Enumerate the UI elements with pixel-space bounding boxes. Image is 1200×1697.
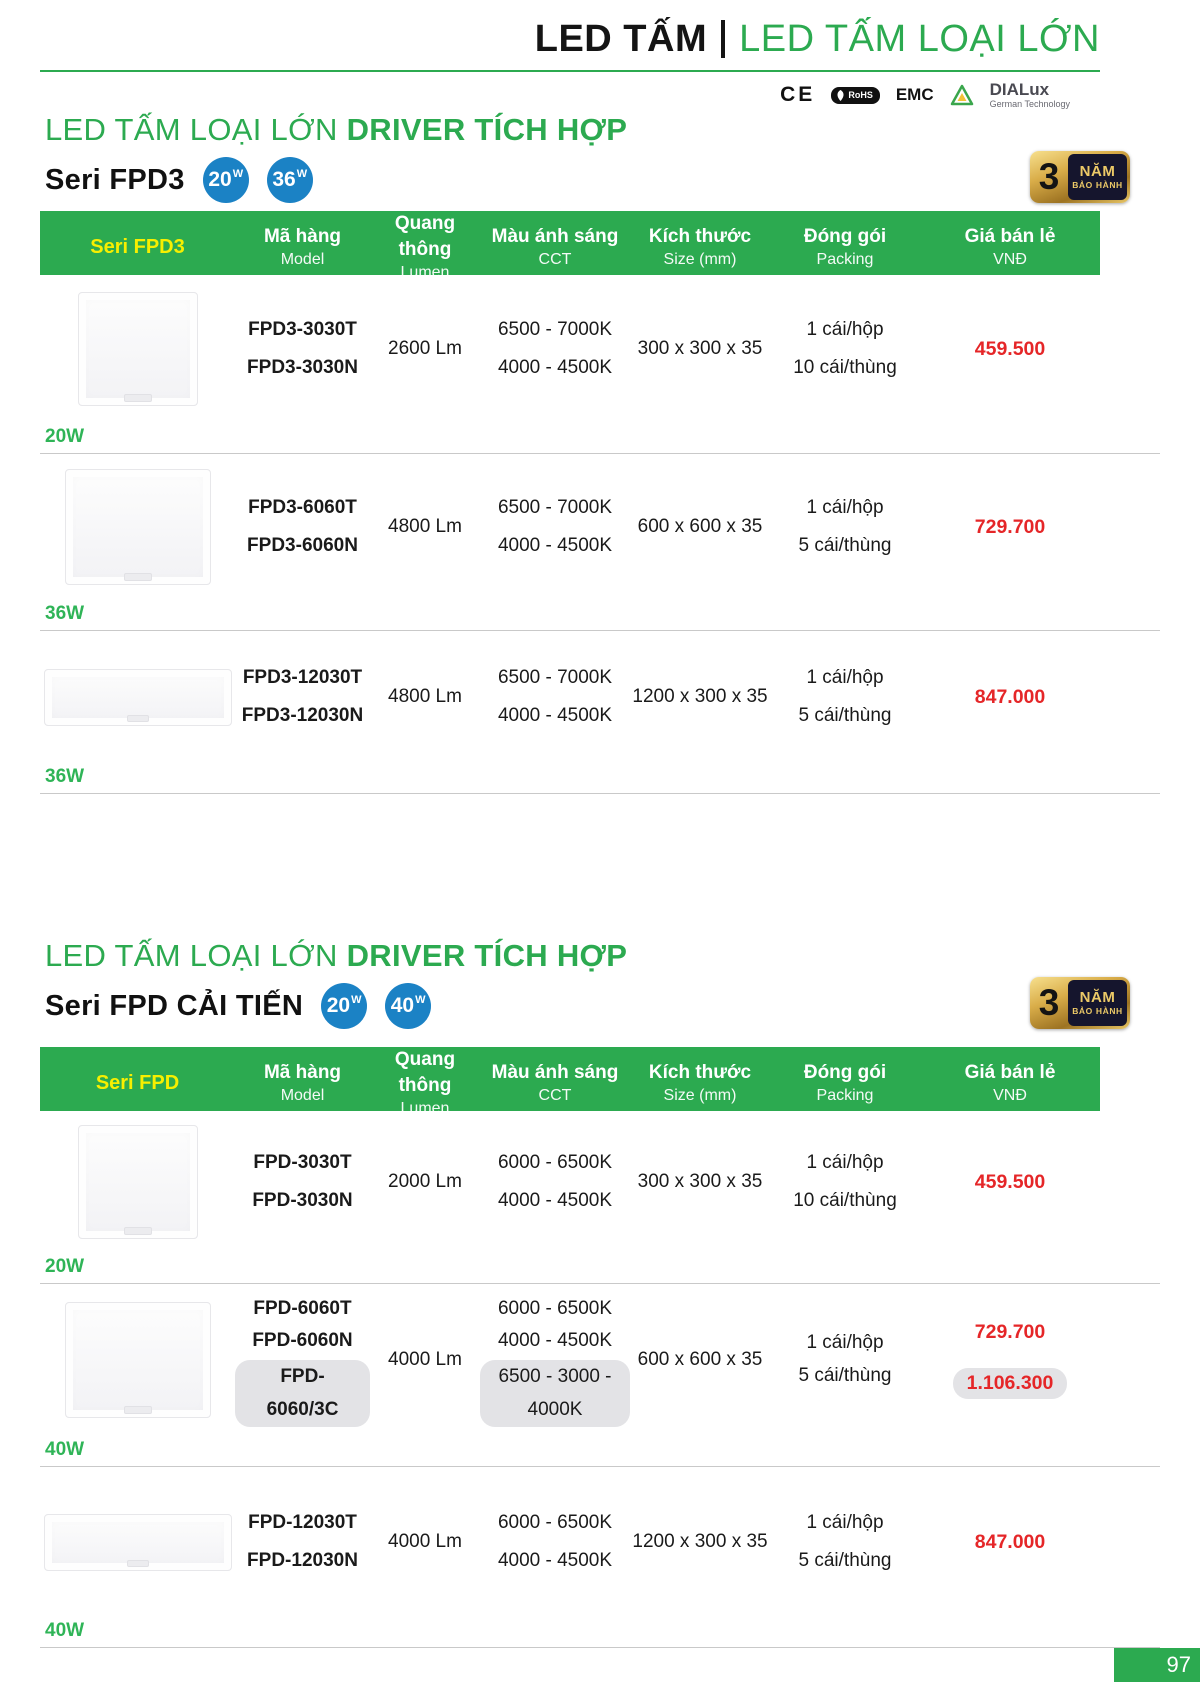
warranty-text — [1068, 154, 1127, 200]
section-fpd-cai-tien — [0, 794, 1200, 1648]
wattage-label: 20W — [45, 1256, 85, 1277]
table-header — [40, 1047, 1100, 1118]
badge-unit: W — [351, 994, 362, 1006]
table-row — [40, 1467, 1100, 1617]
table-row — [40, 631, 1100, 763]
wattage-badge-36w — [267, 157, 313, 203]
page-title-green: LED TẤM LOẠI LỚN — [739, 18, 1100, 60]
price-value-highlighted: 1.106.300 — [953, 1368, 1068, 1399]
series-row — [45, 983, 1200, 1029]
col-price: Giá bán lẻ VNĐ — [964, 1061, 1056, 1105]
packing-value: 10 cái/thùng — [793, 357, 897, 378]
page-number: 97 — [1114, 1648, 1200, 1682]
section-title — [45, 110, 1200, 149]
col-cct: Màu ánh sáng CCT — [491, 225, 619, 269]
product-image — [44, 669, 232, 726]
section-title-light: LED TẤM LOẠI LỚN — [45, 938, 338, 973]
product-image — [44, 1514, 232, 1571]
warranty-years: 3 — [1038, 156, 1060, 197]
rohs-label: RoHS — [848, 90, 873, 100]
table-series-label: Seri FPD3 — [90, 235, 185, 258]
price-value: 459.500 — [974, 337, 1046, 360]
col-packing: Đóng gói Packing — [803, 225, 887, 269]
packing-value: 1 cái/hộp — [806, 497, 884, 518]
product-image — [78, 1125, 198, 1239]
badge-unit: W — [296, 168, 308, 180]
leaf-icon — [836, 90, 845, 101]
model-code: FPD-6060N — [252, 1330, 353, 1352]
model-code: FPD-6060T — [253, 1297, 352, 1319]
model-code: FPD3-3030T — [248, 319, 357, 340]
title-divider-bar — [721, 20, 725, 58]
packing-value: 1 cái/hộp — [806, 1152, 884, 1173]
col-lumen: Quang thông Lumen — [394, 213, 456, 282]
warranty-top-label: NĂM — [1079, 163, 1116, 181]
series-name: Seri FPD CẢI TIẾN — [45, 989, 304, 1022]
packing-value: 5 cái/thùng — [798, 1550, 892, 1571]
size-value: 1200 x 300 x 35 — [632, 686, 768, 707]
warranty-badge — [1030, 977, 1130, 1029]
badge-value: 20 — [326, 994, 351, 1017]
page-title-black: LED TẤM — [534, 18, 708, 60]
emc-logo: EMC — [895, 85, 934, 104]
col-packing: Đóng gói Packing — [803, 1061, 887, 1105]
section-title-light: LED TẤM LOẠI LỚN — [45, 112, 338, 147]
wattage-label: 36W — [45, 766, 85, 787]
cct-value: 4000 - 4500K — [497, 357, 613, 378]
model-code-highlighted: FPD-6060/3C — [235, 1360, 370, 1427]
lumen-value: 4800 Lm — [388, 686, 462, 707]
ce-logo: CE — [780, 83, 816, 106]
table-series-label: Seri FPD — [95, 1071, 180, 1094]
badge-value: 40 — [390, 994, 415, 1017]
wattage-label: 40W — [45, 1439, 85, 1460]
col-model: Mã hàng Model — [263, 225, 342, 269]
packing-value: 5 cái/thùng — [798, 535, 892, 556]
warranty-bottom-label: BẢO HÀNH — [1072, 179, 1123, 190]
packing-value: 1 cái/hộp — [806, 667, 884, 688]
price-value: 459.500 — [974, 1170, 1046, 1193]
model-code: FPD-12030N — [247, 1550, 358, 1571]
model-code: FPD3-6060T — [248, 497, 357, 518]
cct-value-highlighted: 6500 - 3000 - 4000K — [480, 1360, 630, 1427]
cct-value: 6000 - 6500K — [497, 1297, 613, 1319]
warranty-text — [1068, 980, 1127, 1026]
price-value: 729.700 — [974, 1321, 1046, 1343]
lumen-value: 2600 Lm — [388, 338, 462, 359]
cct-value: 4000 - 4500K — [497, 705, 613, 726]
table-header — [40, 211, 1100, 282]
wattage-badge-40w — [385, 983, 431, 1029]
warranty-badge — [1030, 151, 1130, 203]
model-code: FPD-3030T — [253, 1152, 352, 1173]
cct-value: 4000 - 4500K — [497, 535, 613, 556]
model-code: FPD3-6060N — [247, 535, 358, 556]
wattage-badge-20w — [203, 157, 249, 203]
cct-value: 4000 - 4500K — [497, 1190, 613, 1211]
rohs-logo — [831, 87, 880, 104]
wattage-label: 20W — [45, 426, 85, 447]
model-code: FPD-12030T — [248, 1512, 357, 1533]
table-row — [40, 1111, 1100, 1253]
cct-value: 6000 - 6500K — [497, 1152, 613, 1173]
dialux-subtitle: German Technology — [989, 99, 1070, 109]
product-image — [65, 1302, 211, 1418]
dialux-name: DIALux — [989, 80, 1050, 99]
product-image — [78, 292, 198, 406]
cct-value: 4000 - 4500K — [497, 1550, 613, 1571]
section-title-bold: DRIVER TÍCH HỢP — [346, 938, 628, 973]
series-name: Seri FPD3 — [45, 163, 185, 196]
badge-unit: W — [415, 994, 426, 1006]
price-value: 847.000 — [974, 1530, 1046, 1553]
cct-value: 6000 - 6500K — [497, 1512, 613, 1533]
header-rule — [40, 70, 1100, 72]
lumen-value: 4800 Lm — [388, 516, 462, 537]
row-separator — [40, 1647, 1160, 1648]
dialux-logo — [990, 81, 1070, 109]
badge-value: 36 — [272, 168, 296, 191]
packing-value: 5 cái/thùng — [798, 705, 892, 726]
table-row — [40, 454, 1100, 600]
cct-value: 4000 - 4500K — [497, 1330, 613, 1352]
wattage-label: 40W — [45, 1620, 85, 1641]
size-value: 300 x 300 x 35 — [637, 338, 763, 359]
col-model: Mã hàng Model — [263, 1061, 342, 1105]
size-value: 600 x 600 x 35 — [637, 1348, 763, 1370]
table-row — [40, 1284, 1100, 1436]
lumen-value: 2000 Lm — [388, 1171, 462, 1192]
badge-value: 20 — [208, 168, 232, 191]
packing-value: 1 cái/hộp — [806, 319, 884, 340]
section-fpd3 — [0, 110, 1200, 794]
cct-value: 6500 - 7000K — [497, 667, 613, 688]
wattage-label: 36W — [45, 603, 85, 624]
series-row — [45, 157, 1200, 203]
warranty-top-label: NĂM — [1079, 989, 1116, 1007]
price-value: 847.000 — [974, 685, 1046, 708]
col-size: Kích thước Size (mm) — [648, 1061, 752, 1105]
cct-value: 6500 - 7000K — [497, 497, 613, 518]
packing-value: 10 cái/thùng — [793, 1190, 897, 1211]
section-title-bold: DRIVER TÍCH HỢP — [346, 112, 628, 147]
price-value: 729.700 — [974, 515, 1046, 538]
size-value: 300 x 300 x 35 — [637, 1171, 763, 1192]
product-image — [65, 469, 211, 585]
lumen-value: 4000 Lm — [388, 1531, 462, 1552]
warranty-bottom-label: BẢO HÀNH — [1072, 1005, 1123, 1016]
table-row — [40, 275, 1100, 423]
model-code: FPD3-12030T — [242, 667, 363, 688]
cct-value: 6500 - 7000K — [497, 319, 613, 340]
packing-value: 1 cái/hộp — [806, 1512, 884, 1533]
col-lumen: Quang thông Lumen — [394, 1049, 456, 1118]
size-value: 600 x 600 x 35 — [637, 516, 763, 537]
size-value: 1200 x 300 x 35 — [632, 1531, 768, 1552]
badge-unit: W — [232, 168, 244, 180]
model-code: FPD3-3030N — [247, 357, 358, 378]
cert-triangle-icon — [950, 84, 974, 106]
certification-logos — [0, 82, 1070, 108]
col-size: Kích thước Size (mm) — [648, 225, 752, 269]
page-header — [0, 0, 1200, 62]
col-cct: Màu ánh sáng CCT — [491, 1061, 619, 1105]
packing-value: 1 cái/hộp — [806, 1332, 884, 1354]
model-code: FPD-3030N — [252, 1190, 353, 1211]
model-code: FPD3-12030N — [241, 705, 364, 726]
packing-value: 5 cái/thùng — [798, 1365, 892, 1386]
wattage-badge-20w — [321, 983, 367, 1029]
lumen-value: 4000 Lm — [388, 1348, 462, 1370]
warranty-years: 3 — [1038, 982, 1060, 1023]
section-title — [45, 936, 1200, 975]
col-price: Giá bán lẻ VNĐ — [964, 225, 1056, 269]
